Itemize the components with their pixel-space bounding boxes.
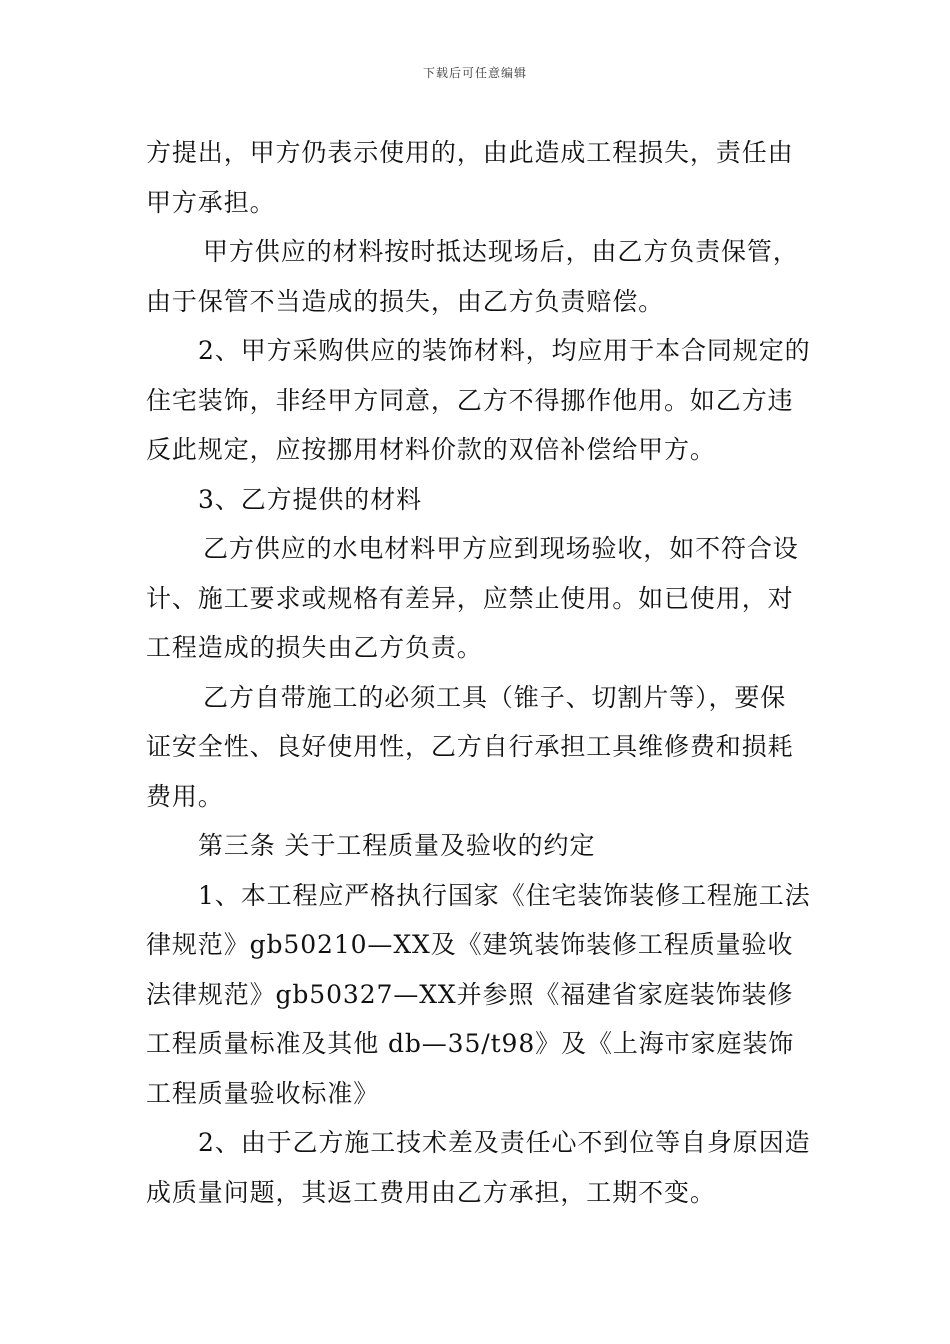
paragraph-5: 乙方供应的水电材料甲方应到现场验收，如不符合设计、施工要求或规格有差异，应禁止使用。如已使用，对工程造成的损失由乙方负责。	[146, 534, 799, 662]
paragraph-7: 1、本工程应严格执行国家《住宅装饰装修工程施工法律规范》gb50210—XX及《建筑装饰装修工程质量验收法律规范》gb50327—XX并参照《福建省家庭装饰装修工程质量标准及其他 db—35/t98》及《上海市家庭装饰工程质量验收标准》	[146, 880, 811, 1108]
document-body	[146, 128, 812, 1217]
paragraph-8: 2、由于乙方施工技术差及责任心不到位等自身原因造成质量问题，其返工费用由乙方承担，工期不变。	[146, 1128, 811, 1207]
paragraph-2: 甲方供应的材料按时抵达现场后，由乙方负责保管，由于保管不当造成的损失，由乙方负责赔偿。	[146, 237, 799, 316]
paragraph-6: 乙方自带施工的必须工具（锥子、切割片等），要保证安全性、良好使用性，乙方自行承担工具维修费和损耗费用。	[146, 682, 794, 811]
section-heading-3: 第三条 关于工程质量及验收的约定	[198, 831, 596, 860]
paragraph-3: 2、甲方采购供应的装饰材料，均应用于本合同规定的住宅装饰，非经甲方同意，乙方不得挪作他用。如乙方违反此规定，应按挪用材料价款的双倍补偿给甲方。	[146, 336, 811, 464]
paragraph-1: 方提出，甲方仍表示使用的，由此造成工程损失，责任由甲方承担。	[146, 138, 794, 217]
page-header: 下载后可任意编辑	[422, 66, 527, 80]
paragraph-4: 3、乙方提供的材料	[198, 484, 423, 514]
